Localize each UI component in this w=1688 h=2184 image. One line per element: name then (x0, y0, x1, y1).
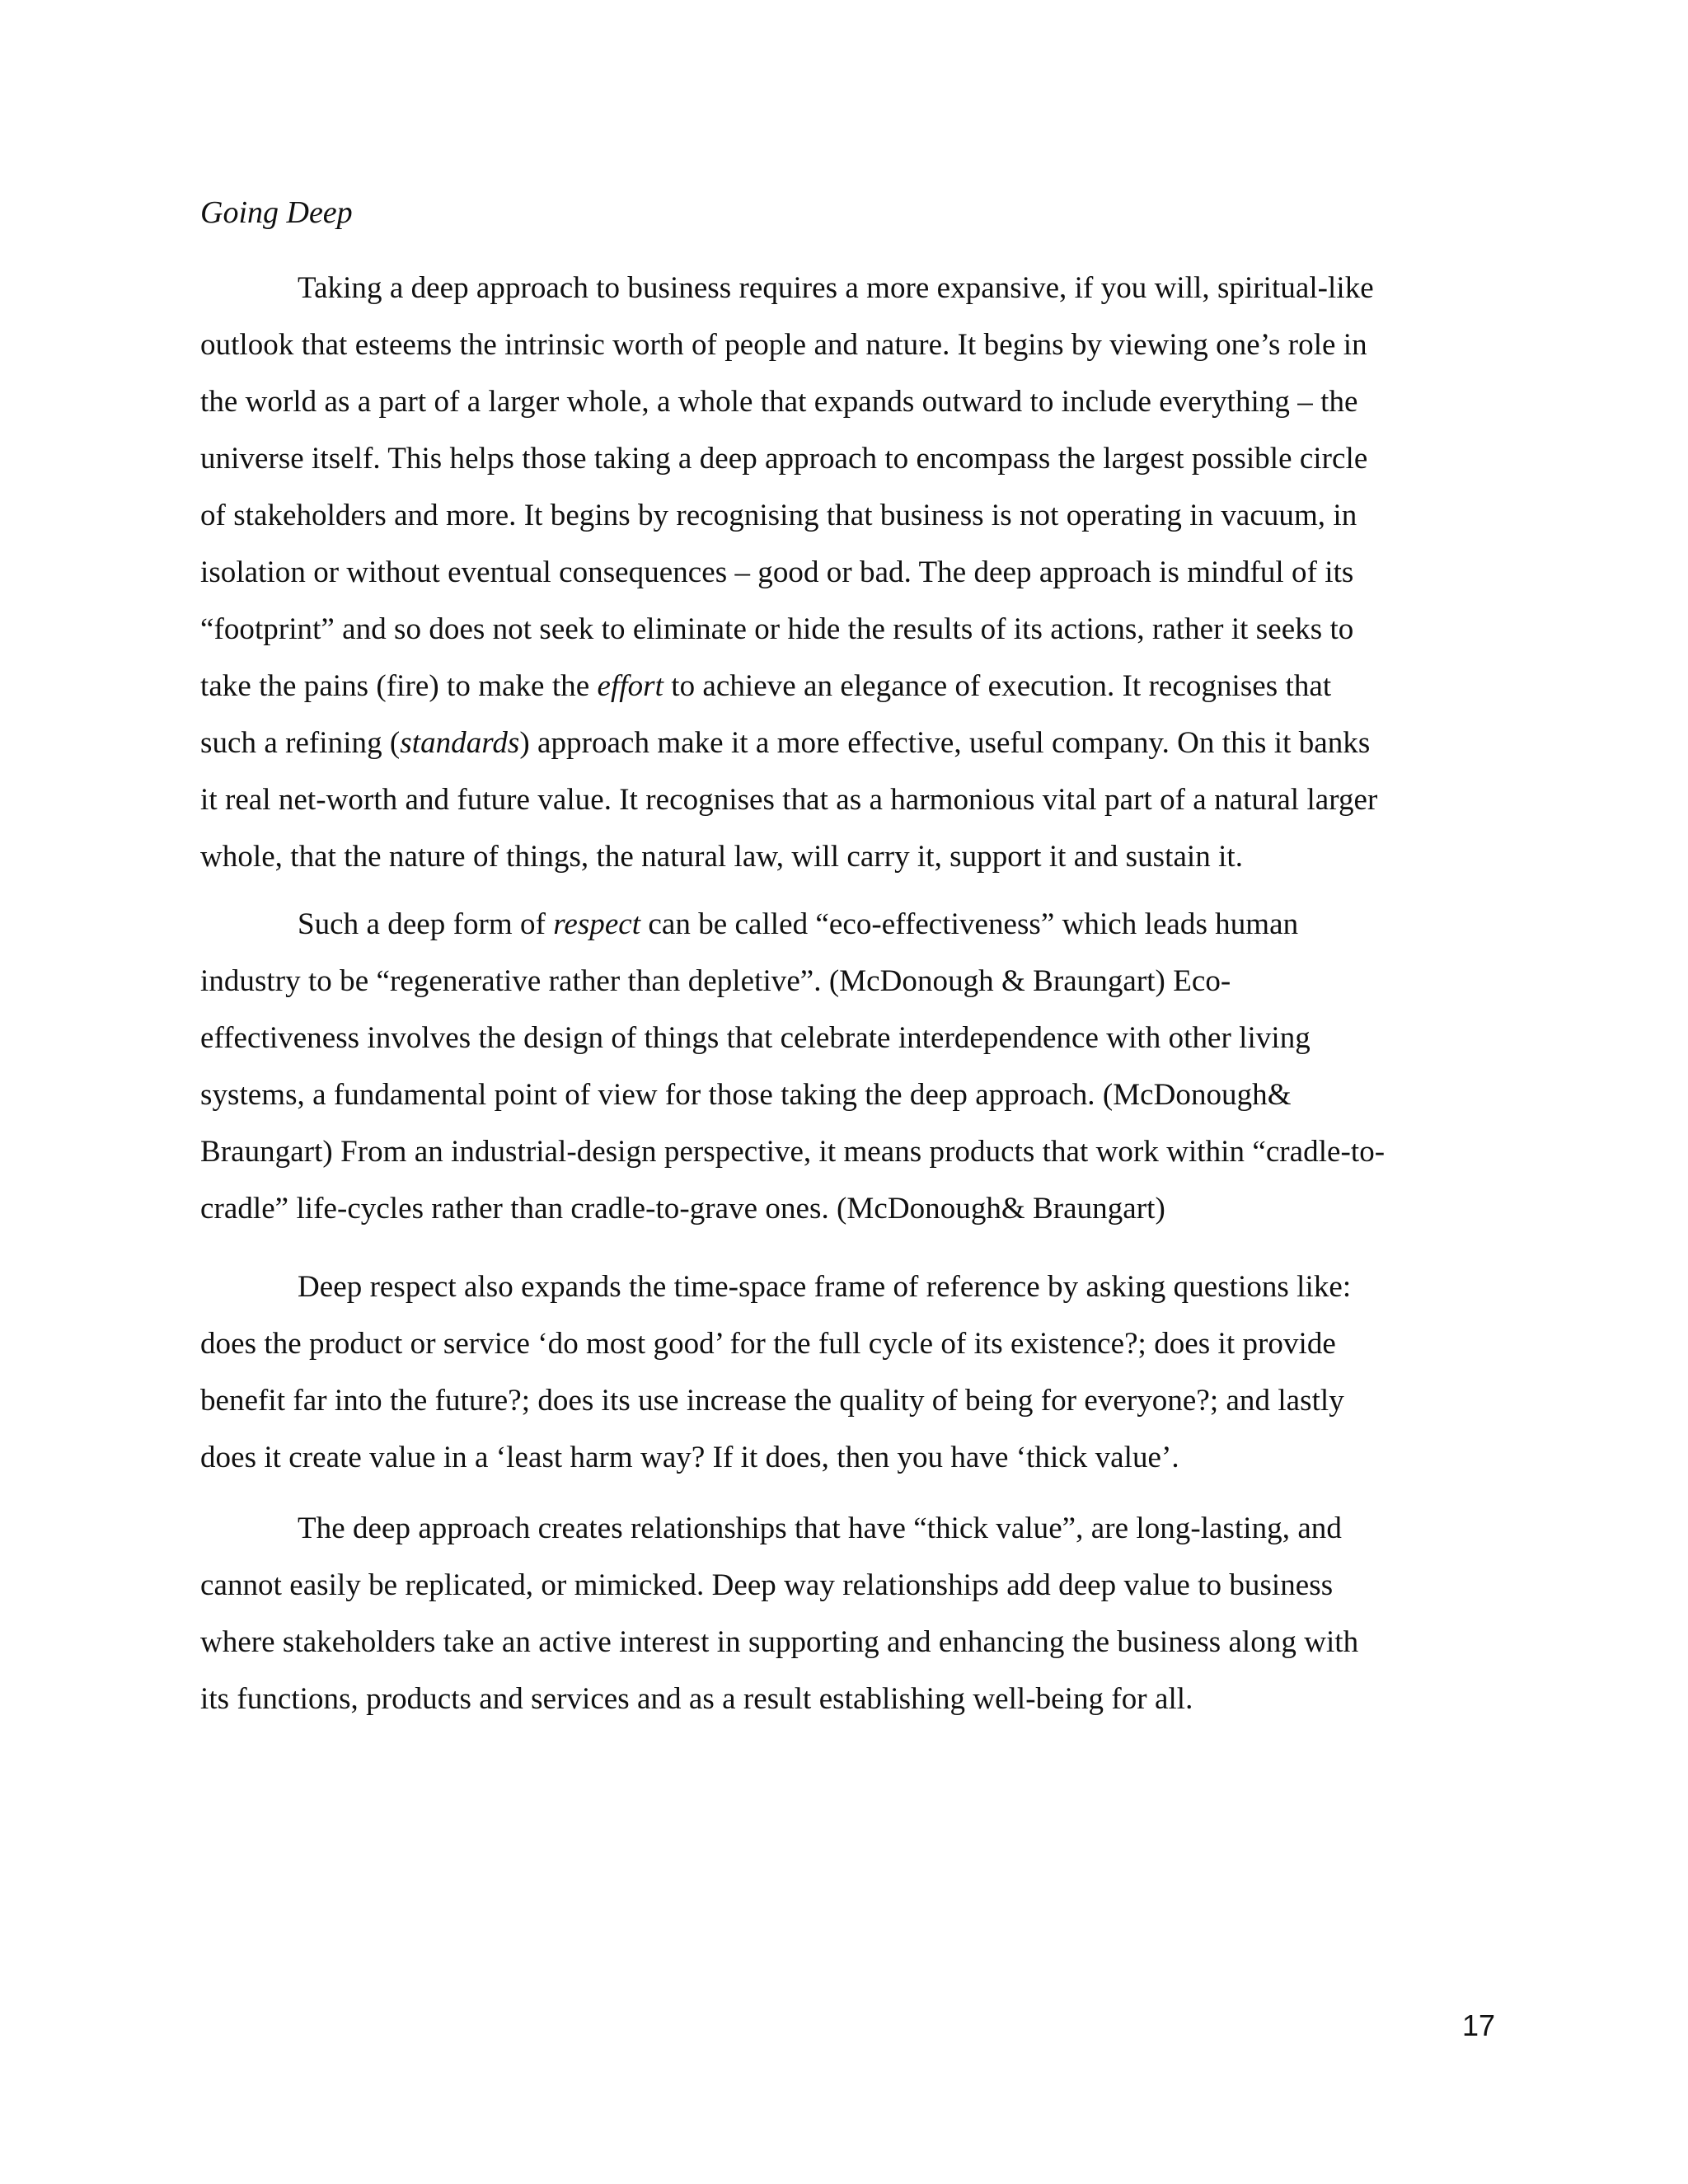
text-line (200, 1123, 1385, 1180)
text-run: Such a deep form of (298, 907, 554, 941)
text-line (200, 487, 1357, 544)
text-run: its functions, products and services and as a result establishing well-being for all. (200, 1682, 1193, 1716)
emphasis-text: respect (553, 907, 641, 941)
text-line (200, 1671, 1193, 1727)
text-line (200, 771, 1377, 828)
text-line (298, 896, 1298, 953)
text-run: outlook that esteems the intrinsic worth of people and nature. It begins by viewing one’s role in (200, 328, 1367, 362)
page-number: 17 (1461, 2008, 1495, 2042)
text-line (200, 601, 1353, 658)
text-run: Deep respect also expands the time-space frame of reference by asking questions like: (298, 1270, 1352, 1304)
text-line (200, 953, 1231, 1010)
text-line (200, 1315, 1336, 1372)
text-line (298, 1258, 1351, 1315)
text-run: it real net-worth and future value. It recognises that as a harmonious vital part of a natural larger (200, 783, 1378, 817)
text-run: Taking a deep approach to business requires a more expansive, if you will, spiritual-like (298, 271, 1374, 305)
text-run: whole, that the nature of things, the natural law, will carry it, support it and sustain it. (200, 840, 1244, 874)
text-line (200, 1429, 1179, 1486)
text-run: isolation or without eventual consequences – good or bad. The deep approach is mindful of its (200, 555, 1354, 589)
text-line (200, 715, 1370, 771)
text-run: can be called “eco-effectiveness” which leads human (640, 907, 1299, 941)
text-run: of stakeholders and more. It begins by recognising that business is not operating in vacuum, in (200, 499, 1357, 532)
text-run: Braungart) From an industrial-design perspective, it means products that work within “cradle-to- (200, 1135, 1386, 1169)
text-run: where stakeholders take an active interest in supporting and enhancing the business along with (200, 1625, 1359, 1659)
text-run: effectiveness involves the design of things that celebrate interdependence with other living (200, 1021, 1311, 1055)
text-run: “footprint” and so does not seek to eliminate or hide the results of its actions, rather it seeks to (200, 612, 1354, 646)
text-line (200, 544, 1353, 601)
text-run: industry to be “regenerative rather than depletive”. (McDonough & Braungart) Eco- (200, 964, 1231, 998)
section-heading: Going Deep (200, 195, 353, 230)
text-run: The deep approach creates relationships that have “thick value”, are long-lasting, and (298, 1511, 1342, 1545)
text-line (200, 1180, 1165, 1237)
text-run: benefit far into the future?; does its use increase the quality of being for everyone?; and lastly (200, 1384, 1344, 1418)
emphasis-text: effort (597, 669, 663, 703)
text-line (200, 316, 1367, 373)
text-run: to achieve an elegance of execution. It recognises that (663, 669, 1332, 703)
text-run: systems, a fundamental point of view for those taking the deep approach. (McDonough& (200, 1078, 1292, 1112)
text-line (200, 1372, 1344, 1429)
text-run: such a refining ( (200, 726, 401, 760)
text-run: does it create value in a ‘least harm way? If it does, then you have ‘thick value’. (200, 1441, 1179, 1474)
text-line (298, 260, 1374, 316)
text-run: cradle” life-cycles rather than cradle-to-grave ones. (McDonough& Braungart) (200, 1192, 1165, 1226)
text-line (200, 1010, 1311, 1066)
text-run: take the pains (fire) to make the (200, 669, 598, 703)
text-run: cannot easily be replicated, or mimicked. Deep way relationships add deep value to business (200, 1568, 1334, 1602)
text-line (200, 430, 1367, 487)
text-line (200, 658, 1331, 715)
text-line (200, 1066, 1292, 1123)
text-run: ) approach make it a more effective, useful company. On this it banks (519, 726, 1371, 760)
text-line (298, 1500, 1342, 1557)
text-line (200, 1557, 1333, 1614)
text-run: universe itself. This helps those taking a deep approach to encompass the largest possible circle (200, 442, 1368, 476)
text-run: the world as a part of a larger whole, a whole that expands outward to include everything – the (200, 385, 1358, 419)
emphasis-text: standards (400, 726, 520, 760)
text-line (200, 1614, 1358, 1671)
text-line (200, 373, 1357, 430)
text-run: does the product or service ‘do most good’ for the full cycle of its existence?; does it provide (200, 1327, 1336, 1361)
text-line (200, 828, 1243, 885)
